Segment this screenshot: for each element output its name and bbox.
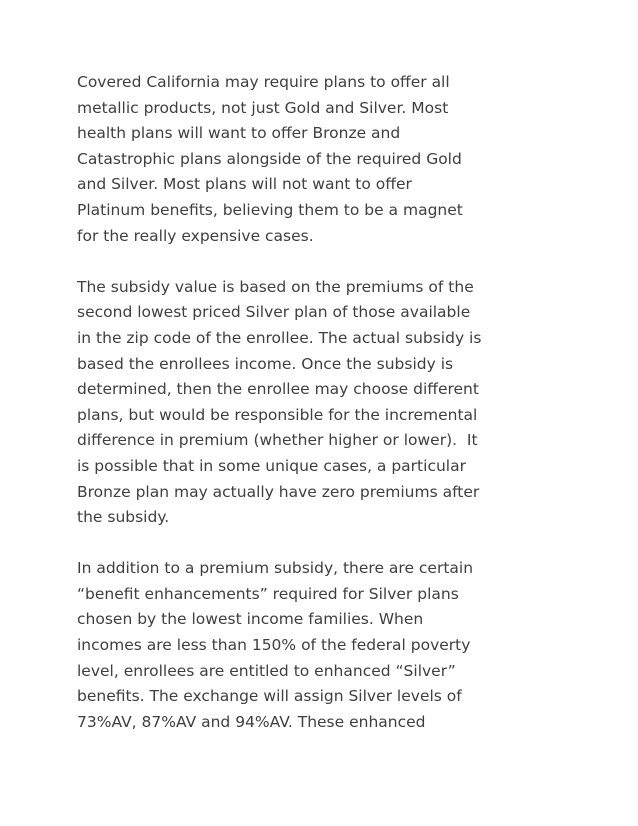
text-line: determined, then the enrollee may choose different <box>77 380 479 399</box>
text-line: for the really expensive cases. <box>77 226 314 245</box>
text-line: Covered California may require plans to offer all <box>77 73 450 91</box>
text-line: plans, but would be responsible for the incremental <box>77 405 478 424</box>
text-line: “benefit enhancements” required for Silver plans <box>77 584 459 603</box>
text-line: 73%AV, 87%AV and 94%AV. These enhanced <box>77 712 426 731</box>
text-line: metallic products, not just Gold and Silver. Most <box>77 98 449 117</box>
text-line: health plans will want to offer Bronze and <box>77 124 401 143</box>
text-line: The subsidy value is based on the premiums of the <box>77 277 474 296</box>
text-line: difference in premium (whether higher or lower). It <box>77 431 478 450</box>
document-body <box>77 70 577 761</box>
text-line: Bronze plan may actually have zero premiums after <box>77 482 480 501</box>
text-line: chosen by the lowest income families. When <box>77 610 424 629</box>
paragraph-metallic-products <box>77 70 577 249</box>
text-line: benefits. The exchange will assign Silver levels of <box>77 687 462 706</box>
text-line: is possible that in some unique cases, a particular <box>77 456 466 475</box>
text-line: Catastrophic plans alongside of the required Gold <box>77 149 462 168</box>
text-line: in the zip code of the enrollee. The actual subsidy is <box>77 328 482 347</box>
text-line: based the enrollees income. Once the subsidy is <box>77 354 454 373</box>
text-line: level, enrollees are entitled to enhanced “Silver” <box>77 661 456 680</box>
text-line: the subsidy. <box>77 508 170 527</box>
text-line: In addition to a premium subsidy, there are certain <box>77 559 474 578</box>
text-line: and Silver. Most plans will not want to offer <box>77 175 412 194</box>
paragraph-benefit-enhancements <box>77 556 577 735</box>
text-line: incomes are less than 150% of the federal poverty <box>77 636 471 655</box>
text-line: Platinum benefits, believing them to be a magnet <box>77 200 463 219</box>
paragraph-subsidy-value <box>77 275 577 531</box>
text-line: second lowest priced Silver plan of those available <box>77 303 471 322</box>
